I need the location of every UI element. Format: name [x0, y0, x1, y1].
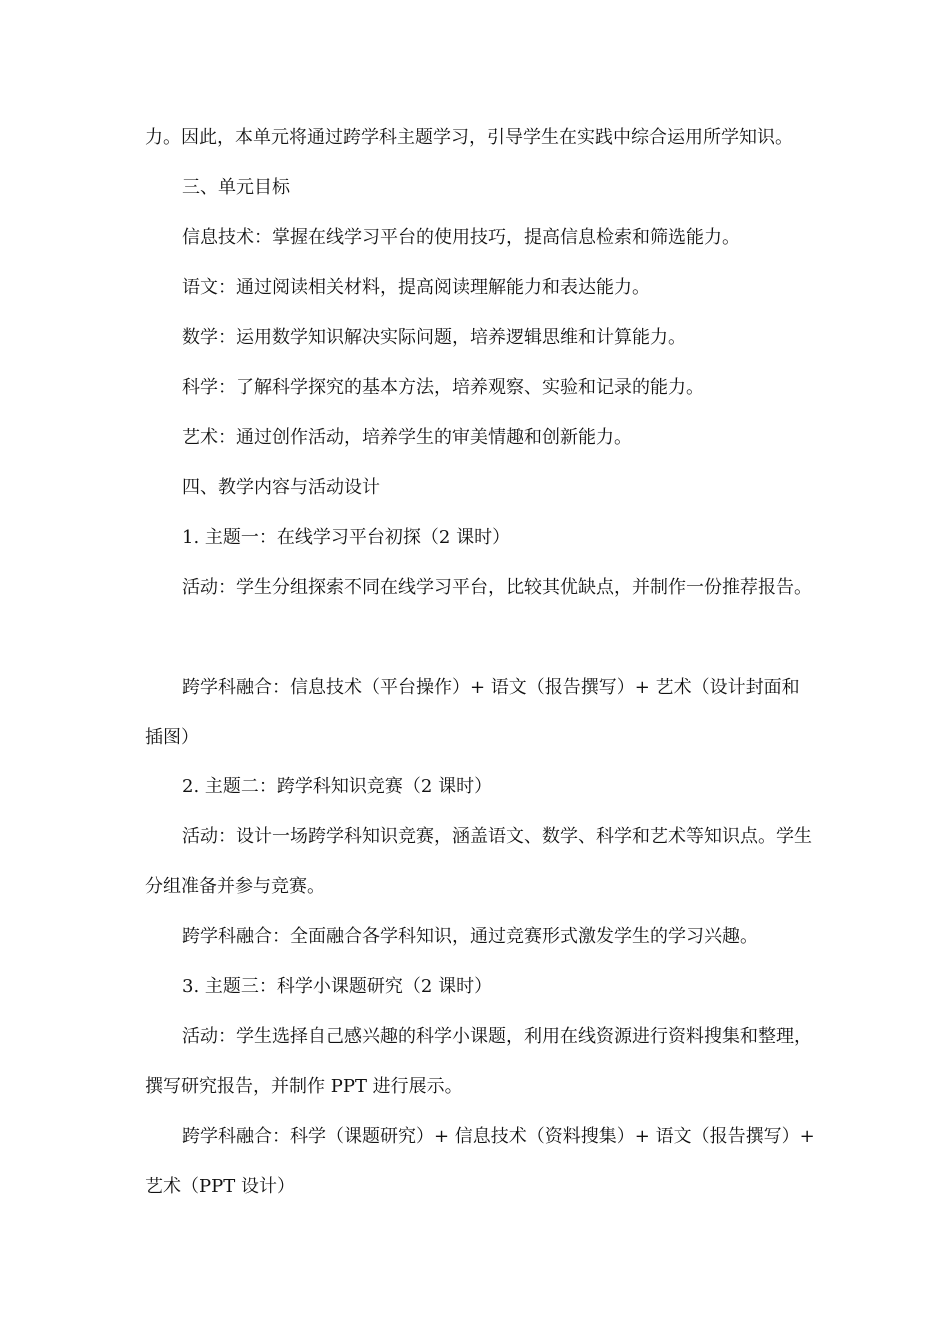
goal-art: 艺术：通过创作活动，培养学生的审美情趣和创新能力。 — [182, 427, 632, 448]
goal-info-tech: 信息技术：掌握在线学习平台的使用技巧，提高信息检索和筛选能力。 — [182, 227, 740, 248]
goal-chinese: 语文：通过阅读相关材料，提高阅读理解能力和表达能力。 — [182, 277, 650, 298]
topic-1-activity: 活动：学生分组探索不同在线学习平台，比较其优缺点，并制作一份推荐报告。 — [182, 577, 812, 598]
paragraph-continuation: 力。因此，本单元将通过跨学科主题学习，引导学生在实践中综合运用所学知识。 — [145, 127, 793, 148]
goal-math: 数学：运用数学知识解决实际问题，培养逻辑思维和计算能力。 — [182, 327, 686, 348]
topic-3-activity: 活动：学生选择自己感兴趣的科学小课题，利用在线资源进行资料搜集和整理，撰写研究报告，并制作 PPT 进行展示。 — [145, 1026, 812, 1097]
section-heading-unit-goals: 三、单元目标 — [182, 177, 290, 198]
topic-2-activity: 活动：设计一场跨学科知识竞赛，涵盖语文、数学、科学和艺术等知识点。学生分组准备并参与竞赛。 — [145, 826, 812, 897]
section-heading-content-activities: 四、教学内容与活动设计 — [182, 477, 380, 498]
topic-3-integration: 跨学科融合：科学（课题研究）+ 信息技术（资料搜集）+ 语文（报告撰写）+ 艺术（PPT 设计） — [145, 1126, 815, 1197]
topic-2-integration: 跨学科融合：全面融合各学科知识，通过竞赛形式激发学生的学习兴趣。 — [182, 926, 758, 947]
topic-2-heading: 2. 主题二：跨学科知识竞赛（2 课时） — [182, 776, 493, 797]
topic-1-heading: 1. 主题一：在线学习平台初探（2 课时） — [182, 527, 511, 548]
goal-science: 科学：了解科学探究的基本方法，培养观察、实验和记录的能力。 — [182, 377, 704, 398]
topic-3-heading: 3. 主题三：科学小课题研究（2 课时） — [182, 976, 493, 997]
topic-1-integration: 跨学科融合：信息技术（平台操作）+ 语文（报告撰写）+ 艺术（设计封面和插图） — [145, 677, 800, 748]
